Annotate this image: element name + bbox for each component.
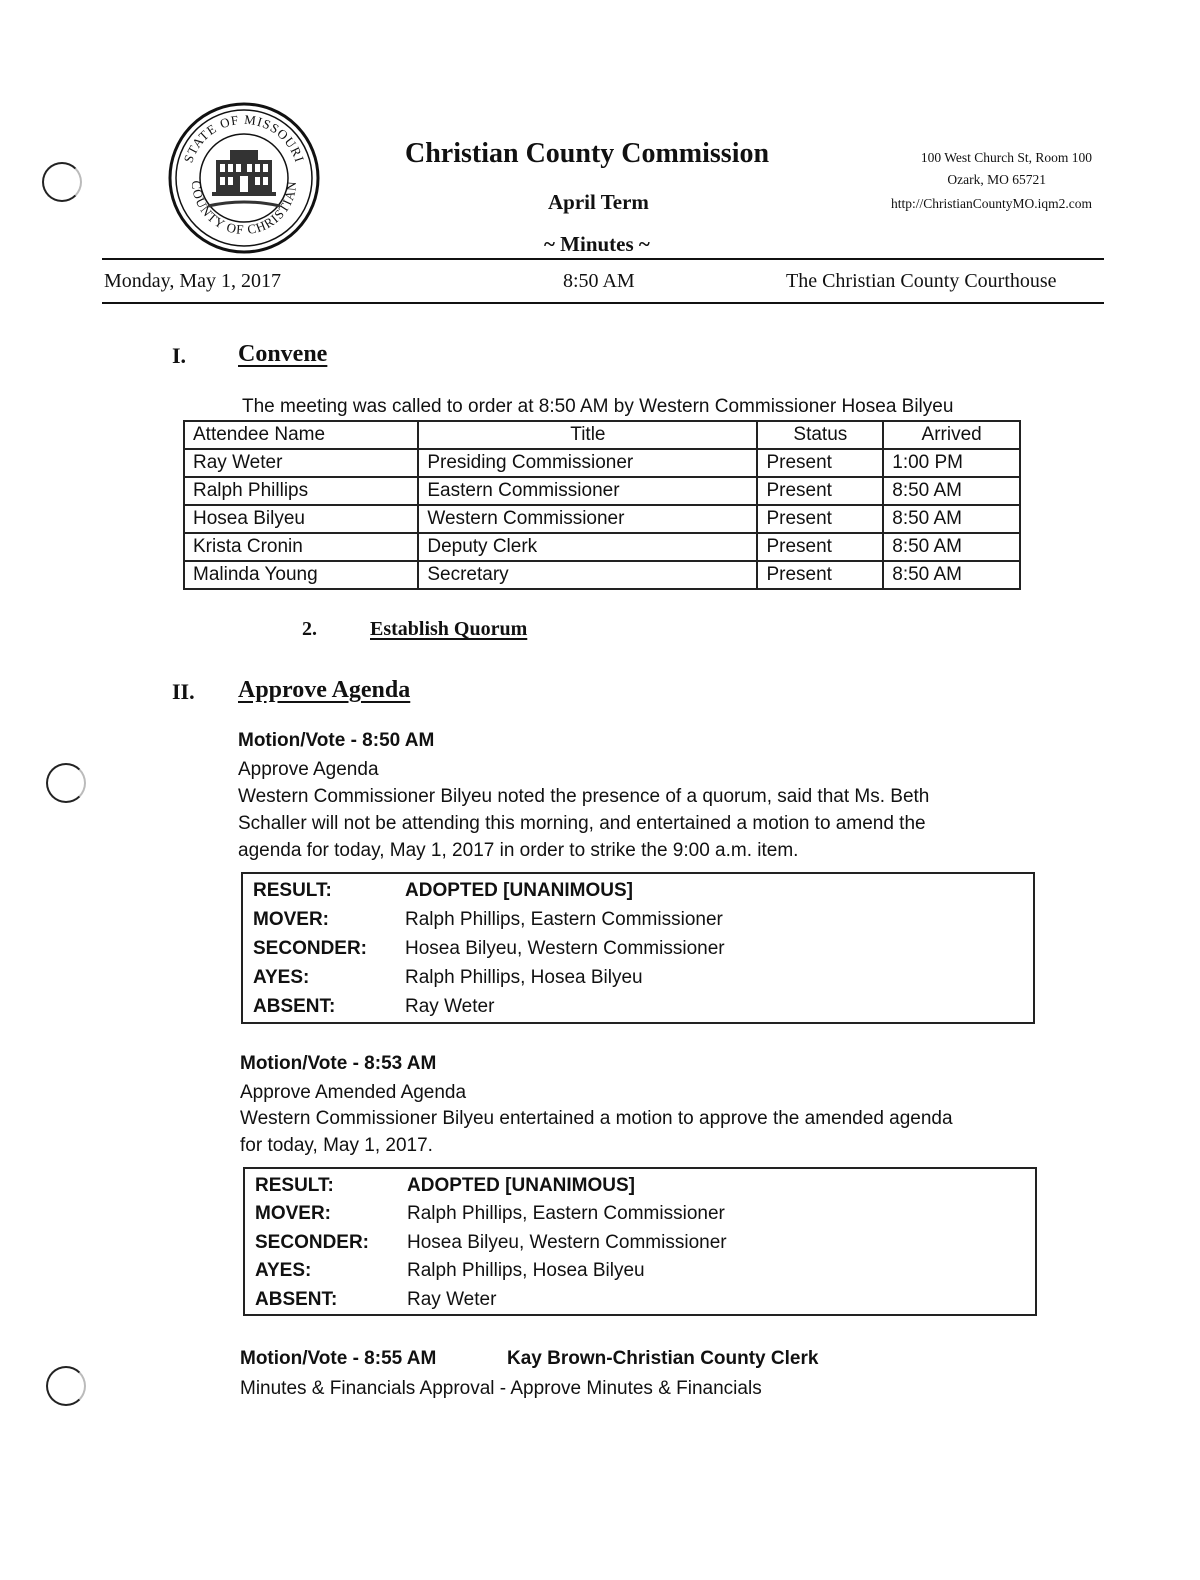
vote-result: ADOPTED [UNANIMOUS] xyxy=(407,1175,635,1196)
minutes-label: ~ Minutes ~ xyxy=(544,232,650,256)
vote-absent: Ray Weter xyxy=(405,996,495,1017)
attendee-status: Present xyxy=(757,505,883,533)
motion-1-text-line-3: agenda for today, May 1, 2017 in order to strike the 9:00 a.m. item. xyxy=(238,840,799,861)
attendee-arrived: 1:00 PM xyxy=(883,449,1020,477)
motion-1-text-line-2: Schaller will not be attending this morning, and entertained a motion to amend the xyxy=(238,813,926,834)
attendee-name: Ralph Phillips xyxy=(184,477,418,505)
address-line-1: 100 West Church St, Room 100 xyxy=(920,150,1092,165)
attendee-title: Secretary xyxy=(418,561,757,589)
seal-text-bottom: COUNTY OF CHRISTIAN xyxy=(188,179,300,238)
motion-1-heading: Motion/Vote - 8:50 AM xyxy=(238,730,435,751)
attendee-arrived: 8:50 AM xyxy=(883,561,1020,589)
table-row xyxy=(184,505,1020,533)
section-1-title: Convene xyxy=(238,341,328,367)
attendee-arrived: 8:50 AM xyxy=(883,533,1020,561)
attendee-title: Eastern Commissioner xyxy=(418,477,757,505)
attendee-title: Western Commissioner xyxy=(418,505,757,533)
vote-absent-label: ABSENT: xyxy=(255,1289,338,1310)
attendee-title: Deputy Clerk xyxy=(418,533,757,561)
attendee-title: Presiding Commissioner xyxy=(418,449,757,477)
attendee-arrived: 8:50 AM xyxy=(883,505,1020,533)
attendee-name: Ray Weter xyxy=(184,449,418,477)
meeting-date: Monday, May 1, 2017 xyxy=(104,270,282,292)
motion-2-text-line-2: for today, May 1, 2017. xyxy=(240,1135,433,1156)
motion-3-heading: Motion/Vote - 8:55 AM xyxy=(240,1348,437,1369)
header-arrived: Arrived xyxy=(883,421,1020,449)
header-title: Title xyxy=(418,421,757,449)
term-label: April Term xyxy=(548,190,649,214)
section-1-numeral: I. xyxy=(172,343,187,368)
vote-ayes: Ralph Phillips, Hosea Bilyeu xyxy=(405,967,643,988)
motion-1-vote-box xyxy=(241,872,1035,1024)
county-seal-logo xyxy=(168,102,320,254)
vote-ayes-label: AYES: xyxy=(253,967,310,988)
attendee-arrived: 8:50 AM xyxy=(883,477,1020,505)
vote-mover: Ralph Phillips, Eastern Commissioner xyxy=(407,1203,725,1224)
vote-seconder: Hosea Bilyeu, Western Commissioner xyxy=(407,1232,727,1253)
called-to-order-text: The meeting was called to order at 8:50 AM by Western Commissioner Hosea Bilyeu xyxy=(242,396,954,417)
header-attendee-name: Attendee Name xyxy=(184,421,418,449)
vote-mover: Ralph Phillips, Eastern Commissioner xyxy=(405,909,723,930)
header-rule-bottom xyxy=(102,302,1104,304)
vote-mover-label: MOVER: xyxy=(253,909,329,930)
attendee-name: Hosea Bilyeu xyxy=(184,505,418,533)
table-row xyxy=(184,533,1020,561)
vote-seconder: Hosea Bilyeu, Western Commissioner xyxy=(405,938,725,959)
punch-hole-top xyxy=(42,162,82,202)
motion-1-item: Approve Agenda xyxy=(238,759,379,780)
establish-quorum-title: Establish Quorum xyxy=(370,618,528,640)
vote-result: ADOPTED [UNANIMOUS] xyxy=(405,880,633,901)
vote-seconder-label: SECONDER: xyxy=(253,938,368,959)
attendee-name: Malinda Young xyxy=(184,561,418,589)
table-row xyxy=(184,477,1020,505)
header-status: Status xyxy=(757,421,883,449)
vote-mover-label: MOVER: xyxy=(255,1203,331,1224)
attendee-status: Present xyxy=(757,449,883,477)
attendee-status: Present xyxy=(757,533,883,561)
table-row xyxy=(184,561,1020,589)
attendee-status: Present xyxy=(757,561,883,589)
vote-seconder-label: SECONDER: xyxy=(255,1232,370,1253)
attendee-table-header xyxy=(184,421,1020,449)
punch-hole-middle xyxy=(46,763,86,803)
website-link[interactable]: http://ChristianCountyMO.iqm2.com xyxy=(890,196,1092,211)
header-rule-top xyxy=(102,258,1104,260)
punch-hole-bottom xyxy=(46,1366,86,1406)
attendee-status: Present xyxy=(757,477,883,505)
section-2-title: Approve Agenda xyxy=(238,677,411,703)
motion-2-vote-box xyxy=(243,1167,1037,1316)
vote-ayes: Ralph Phillips, Hosea Bilyeu xyxy=(407,1260,645,1281)
address-line-2: Ozark, MO 65721 xyxy=(947,172,1046,187)
vote-result-label: RESULT: xyxy=(253,880,332,901)
attendee-name: Krista Cronin xyxy=(184,533,418,561)
motion-3-item: Minutes & Financials Approval - Approve Minutes & Financials xyxy=(240,1378,762,1399)
meeting-location: The Christian County Courthouse xyxy=(786,270,1057,292)
vote-result-label: RESULT: xyxy=(255,1175,334,1196)
vote-absent-label: ABSENT: xyxy=(253,996,336,1017)
motion-3-presenter: Kay Brown-Christian County Clerk xyxy=(507,1348,819,1369)
vote-absent: Ray Weter xyxy=(407,1289,497,1310)
motion-1-text-line-1: Western Commissioner Bilyeu noted the presence of a quorum, said that Ms. Beth xyxy=(238,786,930,807)
motion-2-text-line-1: Western Commissioner Bilyeu entertained a motion to approve the amended agenda xyxy=(240,1108,953,1129)
section-2-numeral: II. xyxy=(172,679,195,704)
page-title: Christian County Commission xyxy=(405,138,770,169)
table-row xyxy=(184,449,1020,477)
meeting-time: 8:50 AM xyxy=(563,270,635,292)
attendee-table xyxy=(183,420,1021,590)
establish-quorum-number: 2. xyxy=(302,618,317,640)
motion-2-heading: Motion/Vote - 8:53 AM xyxy=(240,1053,437,1074)
vote-ayes-label: AYES: xyxy=(255,1260,312,1281)
motion-2-item: Approve Amended Agenda xyxy=(240,1082,467,1103)
seal-text-top: STATE OF MISSOURI xyxy=(180,111,308,165)
